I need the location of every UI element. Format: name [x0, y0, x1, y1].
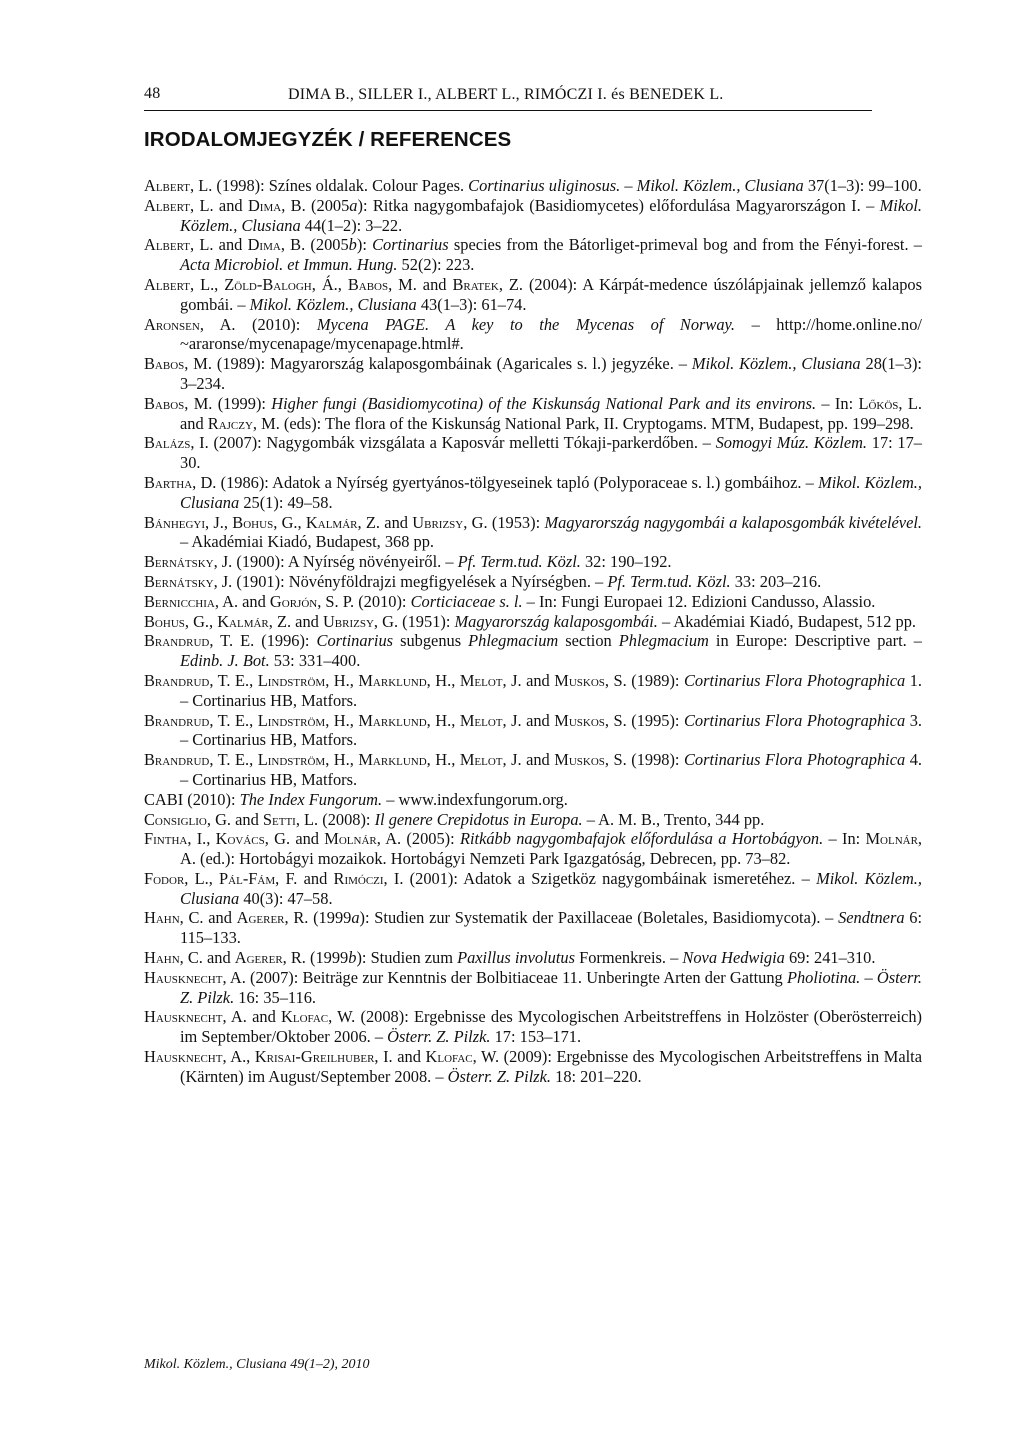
ref-text: and	[297, 868, 334, 888]
ref-italic-text: Pholiotina. – Österr. Z. Pilzk.	[180, 967, 922, 1007]
ref-author-name: Muskos, S.	[554, 670, 627, 690]
ref-text: and	[392, 1047, 426, 1067]
ref-text: and	[290, 829, 325, 849]
ref-text: CABI (2010):	[144, 789, 240, 809]
ref-author-name: Molnár, A.	[324, 829, 402, 849]
ref-text: 52(2): 223.	[401, 255, 475, 275]
ref-italic-text: Österr. Z. Pilzk.	[447, 1066, 556, 1086]
ref-author-name: Fodor, L., Pál-Fám, F.	[144, 868, 298, 888]
ref-italic-text: Edinb. J. Bot.	[180, 651, 274, 671]
ref-text: 44(1–2): 3–22.	[304, 215, 403, 235]
ref-author-name: Brandrud, T. E., Lindström, H., Marklund, H., Melot, J.	[144, 710, 522, 730]
ref-author-name: Balázs, I.	[144, 433, 209, 453]
ref-text: – Akadémiai Kiadó, Budapest, 368 pp.	[180, 532, 435, 552]
ref-italic-text: Pf. Term.tud. Közl.	[607, 571, 735, 591]
ref-italic-text: a	[349, 195, 358, 215]
reference-list	[144, 176, 922, 1087]
ref-italic-text: Cortinarius Flora Photographica	[684, 710, 910, 730]
ref-text: 69: 241–310.	[788, 948, 876, 968]
ref-text: (1999):	[212, 393, 272, 413]
ref-author-name: Hausknecht, A., Krisai-Greilhuber, I.	[144, 1047, 393, 1067]
ref-text: 32: 190–192.	[584, 552, 672, 572]
ref-author-name: Muskos, S.	[554, 750, 627, 770]
ref-text: (eds): The flora of the Kiskunság National Park, II. Cryptogams. MTM, Budapest, pp. 199–298.	[279, 413, 914, 433]
ref-text: 18: 201–220.	[555, 1066, 642, 1086]
ref-italic-text: b	[348, 235, 357, 255]
ref-text: and	[213, 195, 248, 215]
ref-author-name: Rimóczi, I.	[333, 868, 404, 888]
ref-author-name: Rajczy, M.	[207, 413, 280, 433]
ref-text: 3. – Cortinarius HB, Matfors.	[180, 710, 922, 750]
ref-text: (1951):	[398, 611, 455, 631]
reference-entry	[144, 810, 922, 830]
ref-author-name: Albert, L.	[144, 176, 213, 195]
ref-italic-text: The Index Fungorum.	[239, 789, 387, 809]
ref-author-name: Lőkös, L.	[858, 393, 922, 413]
ref-italic-text: Acta Microbiol. et Immun. Hung.	[180, 255, 402, 275]
reference-entry	[144, 908, 922, 948]
reference-entry	[144, 592, 922, 612]
ref-text: – In: Fungi Europaei 12. Edizioni Candusso, Alassio.	[526, 591, 876, 611]
reference-entry	[144, 315, 922, 355]
ref-text: 6: 115–133.	[180, 908, 922, 948]
ref-text: and	[521, 670, 555, 690]
ref-author-name: Brandrud, T. E.	[144, 631, 255, 651]
ref-author-name: Agerer, R.	[236, 908, 309, 928]
ref-text: and	[180, 413, 208, 433]
reference-entry	[144, 572, 922, 592]
ref-text: 53: 331–400.	[273, 651, 361, 671]
ref-italic-text: Somogyi Múz. Közlem.	[715, 433, 872, 453]
ref-text: – A. M. B., Trento, 344 pp.	[586, 809, 765, 829]
reference-entry	[144, 196, 922, 236]
ref-author-name: Bernicchia, A.	[144, 591, 239, 611]
ref-author-name: Bartha, D.	[144, 472, 217, 492]
ref-text: (1900): A Nyírség növényeiről. –	[232, 552, 458, 572]
ref-author-name: Dima, B.	[247, 195, 306, 215]
reference-entry	[144, 631, 922, 671]
ref-text: – http://home.online.no/ ~araronse/mycenapage/mycenapage.html#.	[180, 314, 922, 354]
ref-author-name: Babos, M.	[144, 354, 212, 374]
reference-entry	[144, 671, 922, 711]
ref-italic-text: Mikol. Közlem., Clusiana	[691, 354, 866, 374]
ref-author-name: Ubrizsy, G.	[322, 611, 399, 631]
ref-text: 16: 35–116.	[238, 987, 316, 1007]
ref-text: – www.indexfungorum.org.	[386, 789, 568, 809]
reference-entry	[144, 829, 922, 869]
ref-text: (1986): Adatok a Nyírség gyertyános-tölgyeseinek tapló (Polyporaceae s. l.) gombáihoz. –	[216, 472, 819, 492]
ref-text: 25(1): 49–58.	[243, 492, 333, 512]
ref-text: (2010):	[354, 591, 411, 611]
ref-text: (1998): Színes oldalak. Colour Pages.	[212, 176, 469, 195]
reference-entry	[144, 869, 922, 909]
ref-author-name: Bernátsky, J.	[144, 552, 233, 572]
ref-italic-text: Higher fungi (Basidiomycotina) of the Kiskunság National Park and its environs.	[271, 393, 822, 413]
ref-italic-text: Magyarország nagygombái a kalaposgombák kivételével.	[544, 512, 922, 532]
ref-text: (ed.): Hortobágyi mozaikok. Hortobágyi Nemzeti Park Igazgatóság, Debrecen, pp. 73–82.	[195, 849, 791, 869]
ref-text: – In:	[828, 829, 866, 849]
running-head-authors: DIMA B., SILLER I., ALBERT L., RIMÓCZI I. és BENEDEK L.	[288, 86, 724, 103]
ref-text: 17: 153–171.	[494, 1027, 582, 1047]
ref-author-name: Klofac, W.	[425, 1047, 500, 1067]
ref-italic-text: Cortinarius	[316, 631, 394, 651]
ref-italic-text: Österr. Z. Pilzk.	[387, 1027, 495, 1047]
running-header	[144, 80, 872, 111]
reference-entry	[144, 968, 922, 1008]
ref-text: 43(1–3): 61–74.	[420, 294, 527, 314]
ref-italic-text: Mikol. Közlem., Clusiana	[249, 294, 421, 314]
reference-entry	[144, 1007, 922, 1047]
ref-text: (1953):	[487, 512, 545, 532]
ref-author-name: Agerer, R.	[234, 948, 306, 968]
ref-italic-text: Sendtnera	[838, 908, 910, 928]
ref-text: – Akadémiai Kiadó, Budapest, 512 pp.	[661, 611, 916, 631]
ref-author-name: Bernátsky, J.	[144, 571, 233, 591]
ref-text: ): Studien zum	[356, 948, 458, 968]
ref-text: (1999	[308, 908, 352, 928]
reference-entry	[144, 275, 922, 315]
ref-author-name: Albert, L.	[144, 235, 214, 255]
ref-text: and	[238, 591, 270, 611]
ref-italic-text: Paxillus involutus	[457, 948, 575, 968]
ref-text: (1989): Magyarország kalaposgombáinak (Agaricales s. l.) jegyzéke. –	[211, 354, 692, 374]
ref-text: and	[246, 1007, 282, 1027]
ref-text: Formenkreis. –	[574, 948, 683, 968]
ref-text: (2008):	[318, 809, 375, 829]
reference-entry	[144, 790, 922, 810]
ref-text: (1996):	[254, 631, 317, 651]
ref-text: and	[291, 611, 323, 631]
ref-italic-text: Mikol. Közlem., Clusiana	[180, 472, 922, 512]
ref-text: ): Studien zur Systematik der Paxillaceae (Boletales, Basidiomycota). –	[359, 908, 839, 928]
reference-entry	[144, 513, 922, 553]
ref-text: (2005	[305, 235, 349, 255]
ref-author-name: Klofac, W.	[281, 1007, 356, 1027]
ref-author-name: Fintha, I., Kovács, G.	[144, 829, 291, 849]
ref-text: and	[521, 750, 555, 770]
ref-text: (2007): Nagygombák vizsgálata a Kaposvár melletti Tókaji-parkerdőben. –	[208, 433, 716, 453]
ref-text: (2005):	[401, 829, 460, 849]
ref-author-name: Aronsen, A.	[144, 314, 236, 334]
ref-text: and	[202, 948, 235, 968]
ref-author-name: Bánhegyi, J., Bohus, G., Kalmár, Z.	[144, 512, 380, 532]
ref-italic-text: Il genere Crepidotus in Europa.	[374, 809, 587, 829]
ref-text: 17: 17–30.	[180, 433, 922, 473]
ref-text: (2005	[305, 195, 350, 215]
ref-author-name: Ubrizsy, G.	[412, 512, 488, 532]
ref-author-name: Hausknecht, A.	[144, 967, 246, 987]
ref-author-name: Babos, M.	[144, 393, 213, 413]
reference-entry	[144, 552, 922, 572]
ref-author-name: Bohus, G., Kalmár, Z.	[144, 611, 292, 631]
ref-italic-text: Phlegmacium	[468, 631, 559, 651]
ref-italic-text: Mikol. Közlem., Clusiana	[180, 868, 923, 908]
ref-author-name: Albert, L.	[144, 195, 214, 215]
ref-author-name: Gorjón, S. P.	[269, 591, 355, 611]
ref-italic-text: a	[351, 908, 360, 928]
ref-author-name: Molnár, A.	[180, 829, 923, 869]
ref-text: – In:	[821, 393, 859, 413]
reference-entry	[144, 750, 922, 790]
ref-italic-text: Cortinarius	[372, 235, 449, 255]
ref-text: and	[213, 235, 248, 255]
ref-italic-text: Cortinarius Flora Photographica	[684, 750, 910, 770]
ref-text: and	[231, 809, 263, 829]
journal-footer: Mikol. Közlem., Clusiana 49(1–2), 2010	[144, 1357, 370, 1372]
ref-text: and	[521, 710, 555, 730]
ref-author-name: Hahn, C.	[144, 908, 204, 928]
ref-text: subgenus	[393, 631, 469, 651]
ref-italic-text: Nova Hedwigia	[682, 948, 789, 968]
ref-text: 40(3): 47–58.	[243, 888, 333, 908]
reference-entry	[144, 473, 922, 513]
ref-author-name: Consiglio, G.	[144, 809, 232, 829]
ref-italic-text: Phlegmacium	[618, 631, 709, 651]
ref-text: ): Ritka nagygombafajok (Basidiomycetes) előfordulása Magyarországon I. –	[357, 195, 880, 215]
ref-italic-text: Mikol. Közlem., Clusiana	[180, 195, 922, 235]
ref-italic-text: Cortinarius Flora Photographica	[684, 670, 910, 690]
reference-entry	[144, 433, 922, 473]
ref-text: ):	[356, 235, 373, 255]
reference-entry	[144, 1047, 922, 1087]
ref-text: and	[380, 512, 413, 532]
ref-italic-text: Cortinarius uliginosus. – Mikol. Közlem., Clusiana	[468, 176, 808, 195]
ref-text: (2008): Ergebnisse des Mycologischen Arbeitstreffens in Holzöster (Oberösterreich) im September/Oktober 2006. –	[180, 1007, 922, 1047]
ref-text: (2010):	[235, 314, 317, 334]
ref-author-name: Hausknecht, A.	[144, 1007, 247, 1027]
ref-text: 4. – Cortinarius HB, Matfors.	[180, 750, 922, 789]
ref-text: 37(1–3): 99–100.	[807, 176, 922, 195]
ref-text: (1901): Növényföldrajzi megfigyelések a Nyírségben. –	[232, 571, 608, 591]
ref-italic-text: Ritkább nagygombafajok előfordulása a Hortobágyon.	[459, 829, 829, 849]
ref-author-name: Hahn, C.	[144, 948, 203, 968]
page-number: 48	[144, 85, 161, 102]
ref-italic-text: Mycena PAGE. A key to the Mycenas of Norway.	[316, 314, 752, 334]
reference-entry	[144, 948, 922, 968]
ref-text: 28(1–3): 3–234.	[180, 354, 922, 393]
ref-text: (2004): A Kárpát-medence úszólápjainak jellemző kalapos gombái. –	[180, 274, 922, 314]
ref-author-name: Bratek, Z.	[452, 274, 523, 294]
ref-text: section	[558, 631, 619, 651]
ref-text: (2009): Ergebnisse des Mycologischen Arbeitstreffens in Malta (Kärnten) im August/September 2008. –	[180, 1047, 922, 1086]
ref-text: and	[416, 274, 453, 294]
ref-italic-text: Pf. Term.tud. Közl.	[457, 552, 585, 572]
ref-text: (1999	[305, 948, 349, 968]
section-title: IRODALOMJEGYZÉK / REFERENCES	[144, 128, 512, 151]
ref-italic-text: Magyarország kalaposgombái.	[454, 611, 662, 631]
ref-author-name: Setti, L.	[262, 809, 319, 829]
ref-author-name: Dima, B.	[247, 235, 306, 255]
ref-text: species from the Bátorliget-primeval bog and from the Fényi-forest. –	[448, 235, 922, 255]
ref-text: (2001): Adatok a Szigetköz nagygombáinak ismeretéhez. –	[403, 868, 817, 888]
ref-italic-text: b	[348, 948, 357, 968]
ref-text: and	[203, 908, 237, 928]
ref-author-name: Brandrud, T. E., Lindström, H., Marklund, H., Melot, J.	[144, 750, 522, 770]
ref-text: (1998):	[626, 750, 684, 770]
ref-text: in Europe: Descriptive part. –	[708, 631, 922, 651]
ref-italic-text: Corticiaceae s. l.	[410, 591, 527, 611]
reference-entry	[144, 612, 922, 632]
reference-entry	[144, 394, 922, 434]
ref-text: (1995):	[626, 710, 684, 730]
ref-text: (2007): Beiträge zur Kenntnis der Bolbitiaceae 11. Unberingte Arten der Gattung	[245, 967, 787, 987]
ref-author-name: Muskos, S.	[554, 710, 627, 730]
reference-entry	[144, 711, 922, 751]
ref-author-name: Brandrud, T. E., Lindström, H., Marklund, H., Melot, J.	[144, 670, 522, 690]
reference-entry	[144, 176, 922, 196]
ref-text: 33: 203–216.	[734, 571, 822, 591]
reference-entry	[144, 235, 922, 275]
ref-text: (1989):	[626, 670, 684, 690]
ref-text: 1. – Cortinarius HB, Matfors.	[180, 670, 922, 710]
ref-author-name: Albert, L., Zöld-Balogh, Á., Babos, M.	[144, 274, 417, 294]
reference-entry	[144, 354, 922, 394]
